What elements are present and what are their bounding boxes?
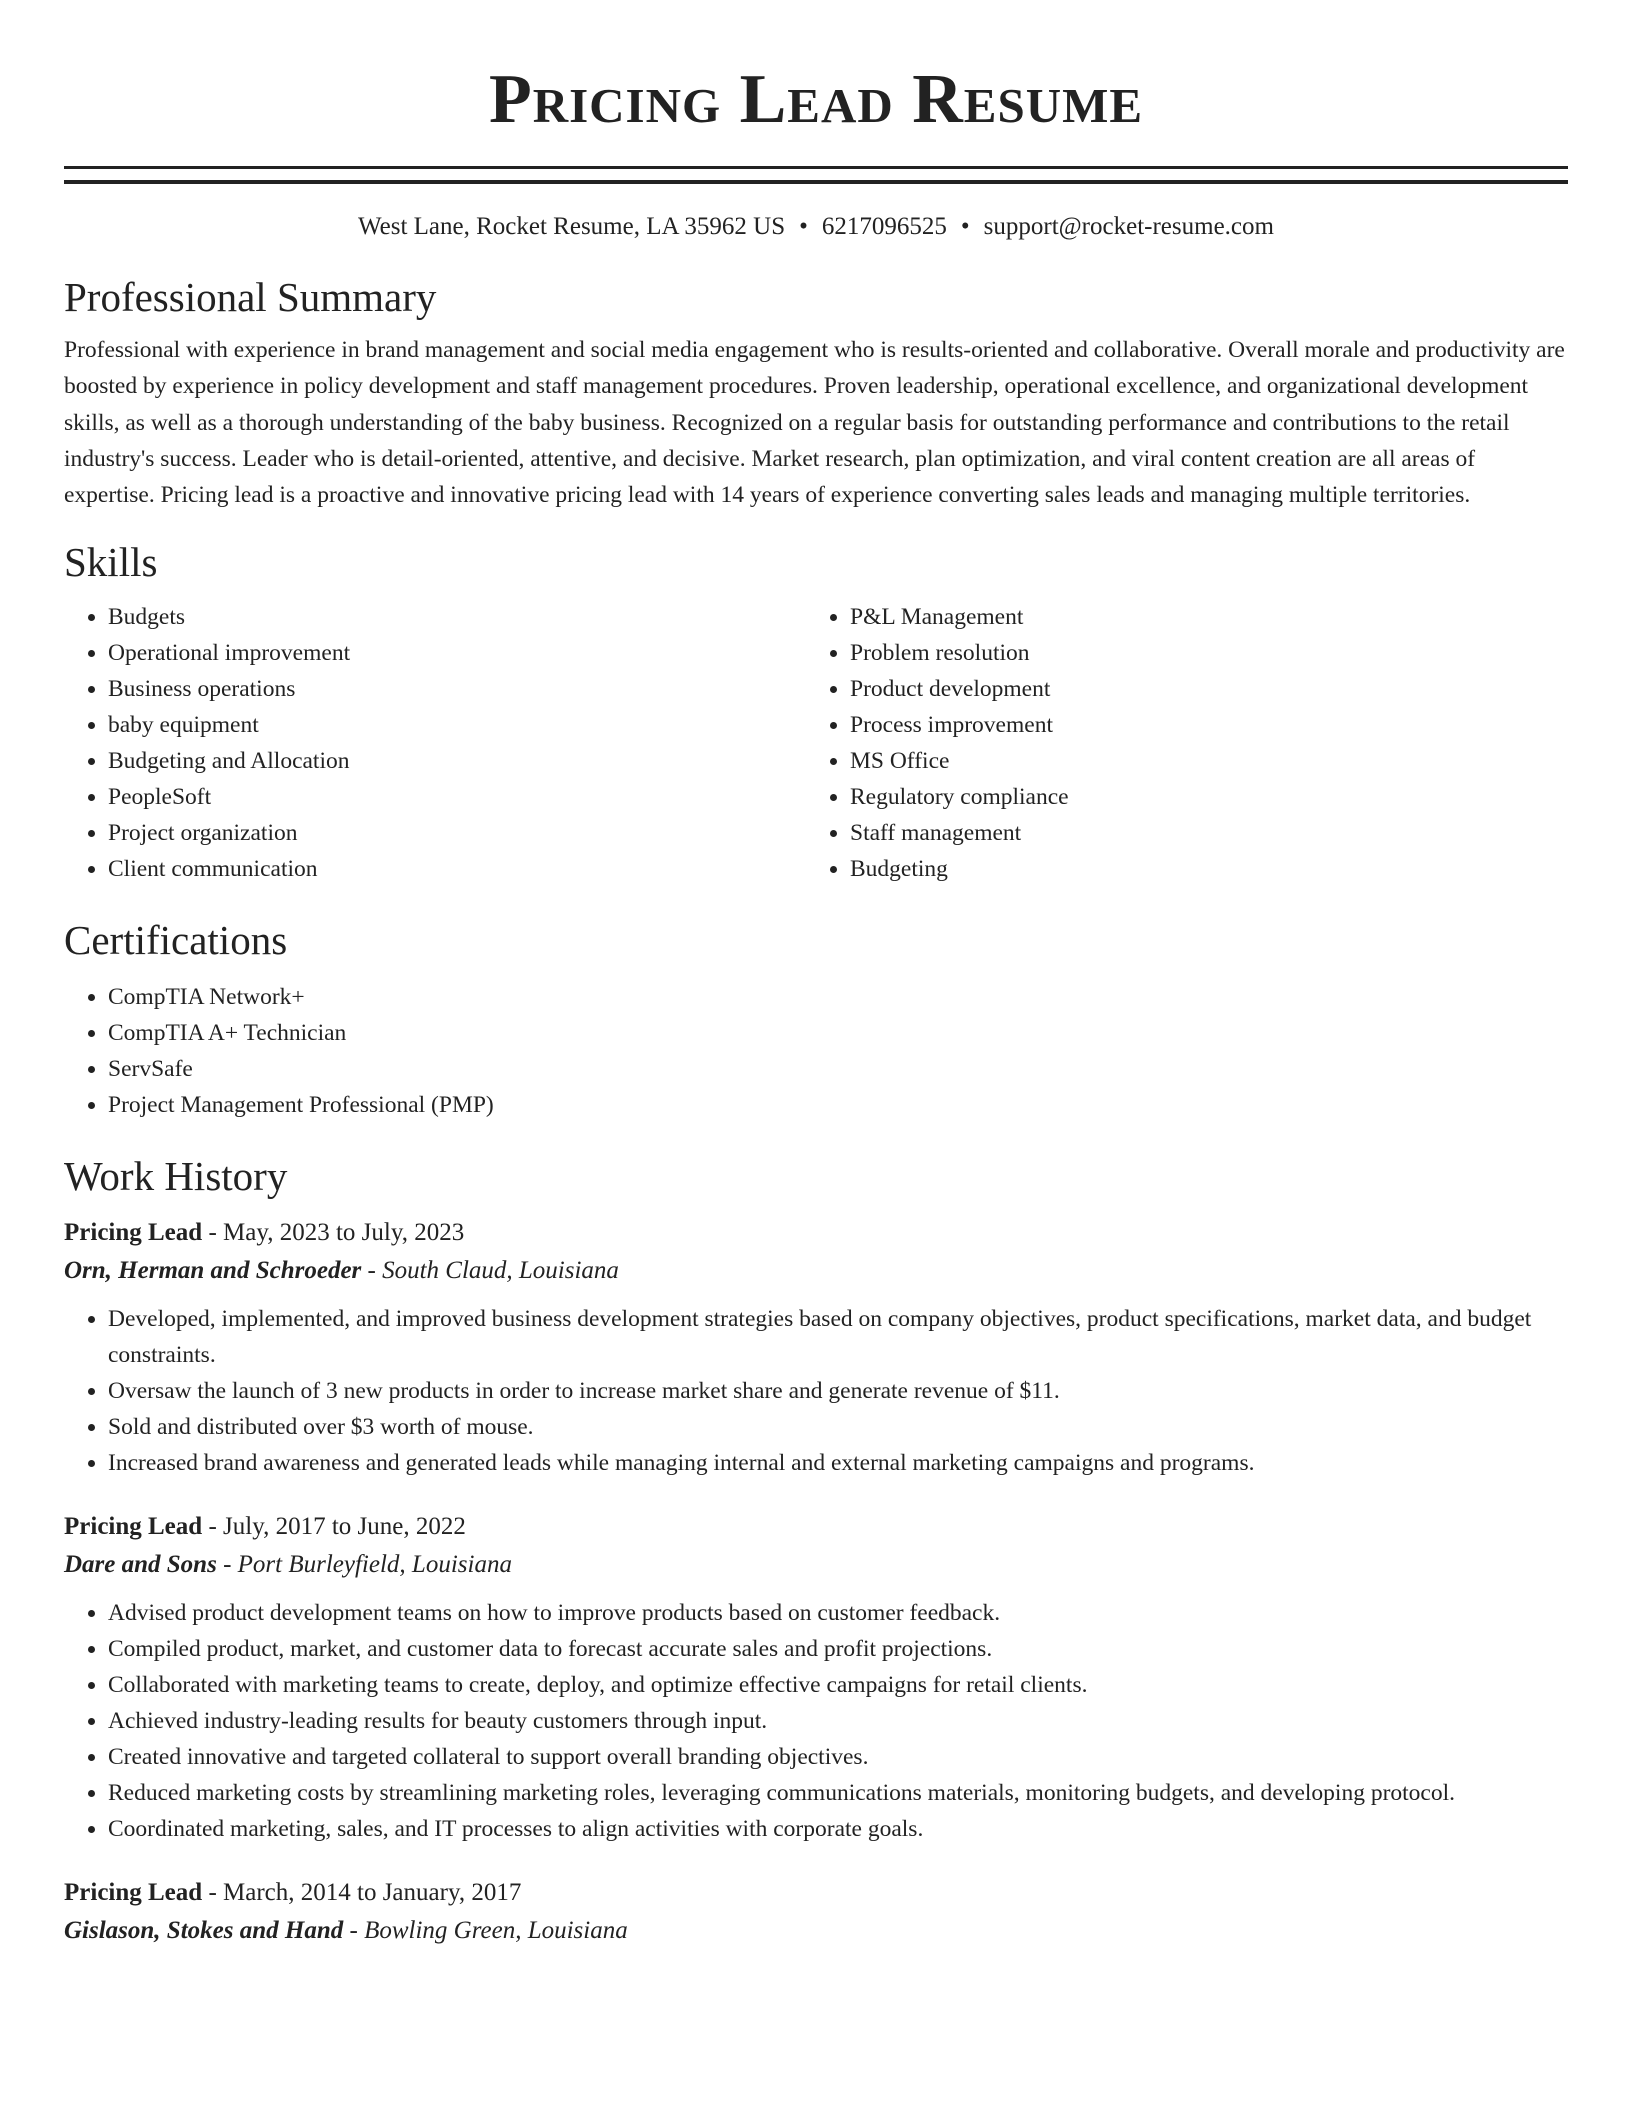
job-duty-item: • Compiled product, market, and customer data to forecast accurate sales and profit projections. [108, 1631, 1568, 1667]
job-dates: - July, 2017 to June, 2022 [208, 1513, 466, 1541]
contact-email: support@rocket-resume.com [983, 213, 1274, 240]
resume-page [64, 0, 1568, 1951]
job-location: - Port Burleyfield, Louisiana [223, 1551, 512, 1579]
skill-item: • Product development [850, 671, 1548, 707]
summary-heading: Professional Summary [64, 274, 437, 320]
job-duty-item: • Reduced marketing costs by streamlining marketing roles, leveraging communications materials, monitoring budgets, and developing protocol. [108, 1775, 1568, 1811]
job-employer: Gislason, Stokes and Hand [64, 1917, 344, 1945]
contact-phone: 6217096525 [821, 213, 947, 240]
job-employer-line [64, 1545, 1568, 1585]
job-duty-item: • Created innovative and targeted collateral to support overall branding objectives. [108, 1739, 1568, 1775]
contact-address: West Lane, Rocket Resume, LA 35962 US [358, 213, 786, 240]
job-title-line [64, 1875, 1568, 1911]
work-history-heading: Work History [64, 1153, 288, 1200]
skill-item: • Process improvement [850, 707, 1548, 743]
job-location: - Bowling Green, Louisiana [349, 1917, 628, 1945]
certification-item: • CompTIA Network+ [108, 979, 1568, 1015]
contact-separator: • [799, 213, 808, 240]
certification-item: • ServSafe [108, 1051, 1568, 1087]
skill-item: • Client communication [108, 851, 806, 887]
skill-item: • Problem resolution [850, 635, 1548, 671]
job-duty-item: • Collaborated with marketing teams to create, deploy, and optimize effective campaigns for retail clients. [108, 1667, 1568, 1703]
job-duty-item: • Advised product development teams on how to improve products based on customer feedback. [108, 1595, 1568, 1631]
contact-separator: • [960, 213, 970, 240]
job-employer: Orn, Herman and Schroeder [64, 1257, 362, 1285]
job-duty-item: • Developed, implemented, and improved business development strategies based on company objectives, product specifications, market data, and budget constraints. [108, 1301, 1568, 1373]
job-employer-line [64, 1911, 1568, 1951]
job-dates: - May, 2023 to July, 2023 [208, 1219, 465, 1247]
skill-item: • Budgeting and Allocation [108, 743, 806, 779]
skill-item: • Budgeting [850, 851, 1548, 887]
job-employer-line [64, 1251, 1568, 1291]
certifications-heading: Certifications [64, 917, 288, 964]
job-duty-item: • Increased brand awareness and generated leads while managing internal and external marketing campaigns and programs. [108, 1445, 1568, 1481]
job-title-line [64, 1509, 1568, 1545]
job-duties-list [64, 1301, 1568, 1481]
job-title: Pricing Lead [64, 1879, 203, 1907]
job-duty-item: • Oversaw the launch of 3 new products in order to increase market share and generate revenue of $11. [108, 1373, 1568, 1409]
skill-item: • MS Office [850, 743, 1548, 779]
skill-item: • P&L Management [850, 599, 1548, 635]
skill-item: • Budgets [108, 599, 806, 635]
job-entry [64, 1875, 1568, 1951]
skill-item: • Regulatory compliance [850, 779, 1548, 815]
job-dates: - March, 2014 to January, 2017 [208, 1879, 522, 1907]
certification-item: • CompTIA A+ Technician [108, 1015, 1568, 1051]
skills-list-left [64, 599, 806, 887]
skill-item: • Staff management [850, 815, 1548, 851]
job-title-line [64, 1215, 1568, 1251]
job-employer: Dare and Sons [64, 1551, 217, 1579]
certification-item: • Project Management Professional (PMP) [108, 1087, 1568, 1123]
job-duty-item: • Achieved industry-leading results for beauty customers through input. [108, 1703, 1568, 1739]
certifications-list [64, 979, 1568, 1123]
summary-text: Professional with experience in brand management and social media engagement who is results-oriented and collaborative. Overall morale and productivity are boosted by experience in policy development and staff management procedures. Proven leadership, operational excellence, and organizational development skills, as well as a thorough understanding of the baby business. Recognized on a regular basis for outstanding performance and contributions to the retail industry's success. Leader who is detail-oriented, attentive, and decisive. Market research, plan optimization, and viral content creation are all areas of expertise. Pricing lead is a proactive and innovative pricing lead with 14 years of experience converting sales leads and managing multiple territories. [64, 337, 1565, 509]
skills-heading: Skills [64, 539, 158, 586]
skill-item: • Operational improvement [108, 635, 806, 671]
job-duty-item: • Coordinated marketing, sales, and IT processes to align activities with corporate goals. [108, 1811, 1568, 1847]
skill-item: • PeopleSoft [108, 779, 806, 815]
skill-item: • Business operations [108, 671, 806, 707]
title-double-rule [64, 166, 1568, 184]
job-duty-item: • Sold and distributed over $3 worth of mouse. [108, 1409, 1568, 1445]
page-title: Pricing Lead Resume [488, 61, 1144, 138]
skill-item: • Project organization [108, 815, 806, 851]
skills-columns [64, 599, 1568, 887]
job-entry [64, 1215, 1568, 1481]
skill-item: • baby equipment [108, 707, 806, 743]
job-entry [64, 1509, 1568, 1847]
job-title: Pricing Lead [64, 1513, 203, 1541]
job-title: Pricing Lead [64, 1219, 203, 1247]
skills-list-right [806, 599, 1548, 887]
job-duties-list [64, 1595, 1568, 1847]
job-location: - South Claud, Louisiana [367, 1257, 619, 1285]
work-history-list [64, 1215, 1568, 1951]
contact-line [64, 210, 1568, 244]
